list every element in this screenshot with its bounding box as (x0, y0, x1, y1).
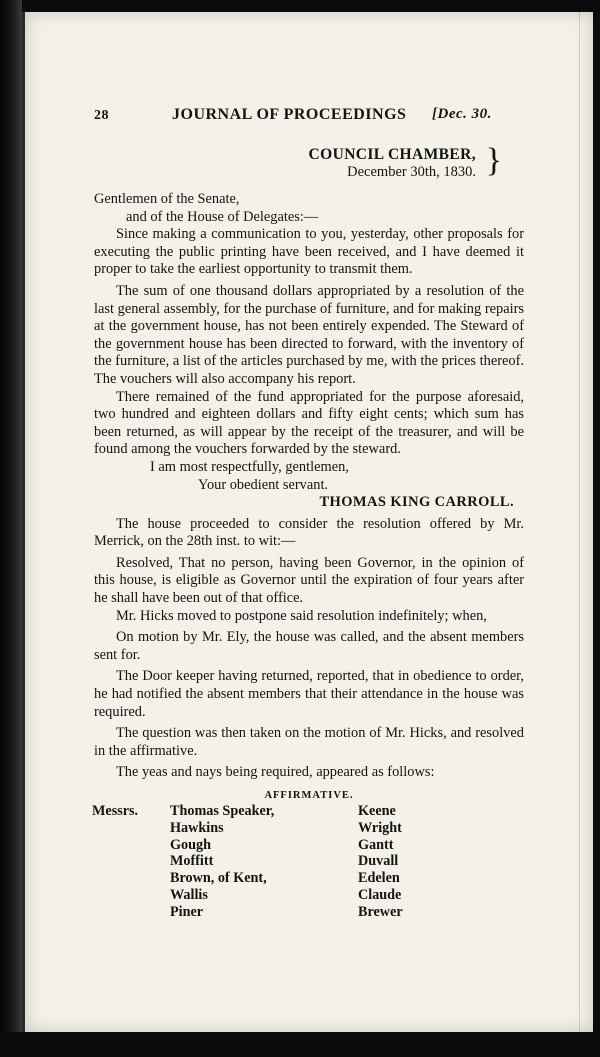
letter-paragraph: The sum of one thousand dollars appropriated by a resolution of the last general assembly, for the purchase of furniture, and for making repairs at the government house, has not been entirely expended. The Steward of the government house has been directed to forward, with the inventory of the furniture, a list of the articles purchased by me, with the prices thereof. The vouchers will also accompany his report. (94, 282, 524, 387)
member-name: Thomas Speaker, (170, 803, 275, 819)
book-spine-shadow (0, 0, 22, 1057)
member-name: Brewer (358, 903, 403, 920)
page-edge-line (579, 12, 580, 1032)
member-name: Wallis (170, 886, 208, 903)
member-name: Edelen (358, 870, 400, 887)
proceedings-paragraph: The yeas and nays being required, appeared as follows: (116, 764, 435, 781)
vote-column-1 (170, 803, 274, 921)
salutation-line-2: and of the House of Delegates:— (126, 208, 319, 225)
proceedings-paragraph: Resolved, That no person, having been Governor, in the opinion of this house, is eligible as Governor until the expiration of four years after he shall have been out of that office. (94, 554, 524, 607)
proceedings-paragraph: The question was then taken on the motion of Mr. Hicks, and resolved in the affirmative. (94, 725, 524, 759)
letter-paragraph: Since making a communication to you, yesterday, other proposals for executing the public printing have been received, and I have deemed it proper to take the earliest opportunity to transmit them. (94, 226, 524, 278)
member-name: Gantt (358, 836, 394, 853)
member-name: Keene (358, 803, 396, 819)
heading-place: COUNCIL CHAMBER, (308, 146, 476, 163)
page-content (92, 104, 524, 920)
signature: THOMAS KING CARROLL. (319, 494, 514, 511)
proceedings-paragraph: The house proceeded to consider the resolution offered by Mr. Merrick, on the 28th inst. to wit:— (94, 515, 524, 550)
member-name: Wright (358, 819, 402, 836)
page-number: 28 (94, 108, 109, 123)
member-name: Moffitt (170, 853, 214, 870)
journal-title: JOURNAL OF PROCEEDINGS (172, 106, 407, 123)
vote-heading: AFFIRMATIVE. (264, 790, 354, 801)
scan-bottom-border (0, 1032, 600, 1057)
heading-date: December 30th, 1830. (347, 164, 476, 180)
running-head (94, 104, 524, 126)
vote-list (92, 803, 524, 920)
vote-column-2 (358, 803, 403, 921)
vote-prefix: Messrs. (92, 803, 139, 819)
closing-line-2: Your obedient servant. (198, 476, 329, 493)
member-name: Gough (170, 836, 212, 853)
closing-line-1: I am most respectfully, gentlemen, (150, 458, 349, 475)
proceedings-paragraph: Mr. Hicks moved to postpone said resolution indefinitely; when, (116, 607, 487, 624)
member-name: Duvall (358, 853, 399, 870)
letter-heading (94, 142, 524, 181)
running-head-date: [Dec. 30. (432, 106, 492, 122)
member-name: Brown, of Kent, (170, 870, 267, 887)
proceedings-paragraph: On motion by Mr. Ely, the house was called, and the absent members sent for. (94, 629, 524, 663)
member-name: Piner (170, 903, 204, 920)
proceedings-paragraph: The Door keeper having returned, reported, that in obedience to order, he had notified the absent members that their attendance in the house was required. (94, 668, 524, 720)
member-name: Claude (358, 886, 402, 903)
letter-paragraph: There remained of the fund appropriated for the purpose aforesaid, two hundred and eighteen dollars and fifty eight cents; which sum has been returned, as will appear by the receipt of the treasurer, and will be found among the vouchers forwarded by the steward. (94, 388, 524, 458)
salutation-line-1: Gentlemen of the Senate, (94, 191, 240, 207)
brace-mark: } (485, 142, 502, 179)
member-name: Hawkins (170, 819, 224, 836)
